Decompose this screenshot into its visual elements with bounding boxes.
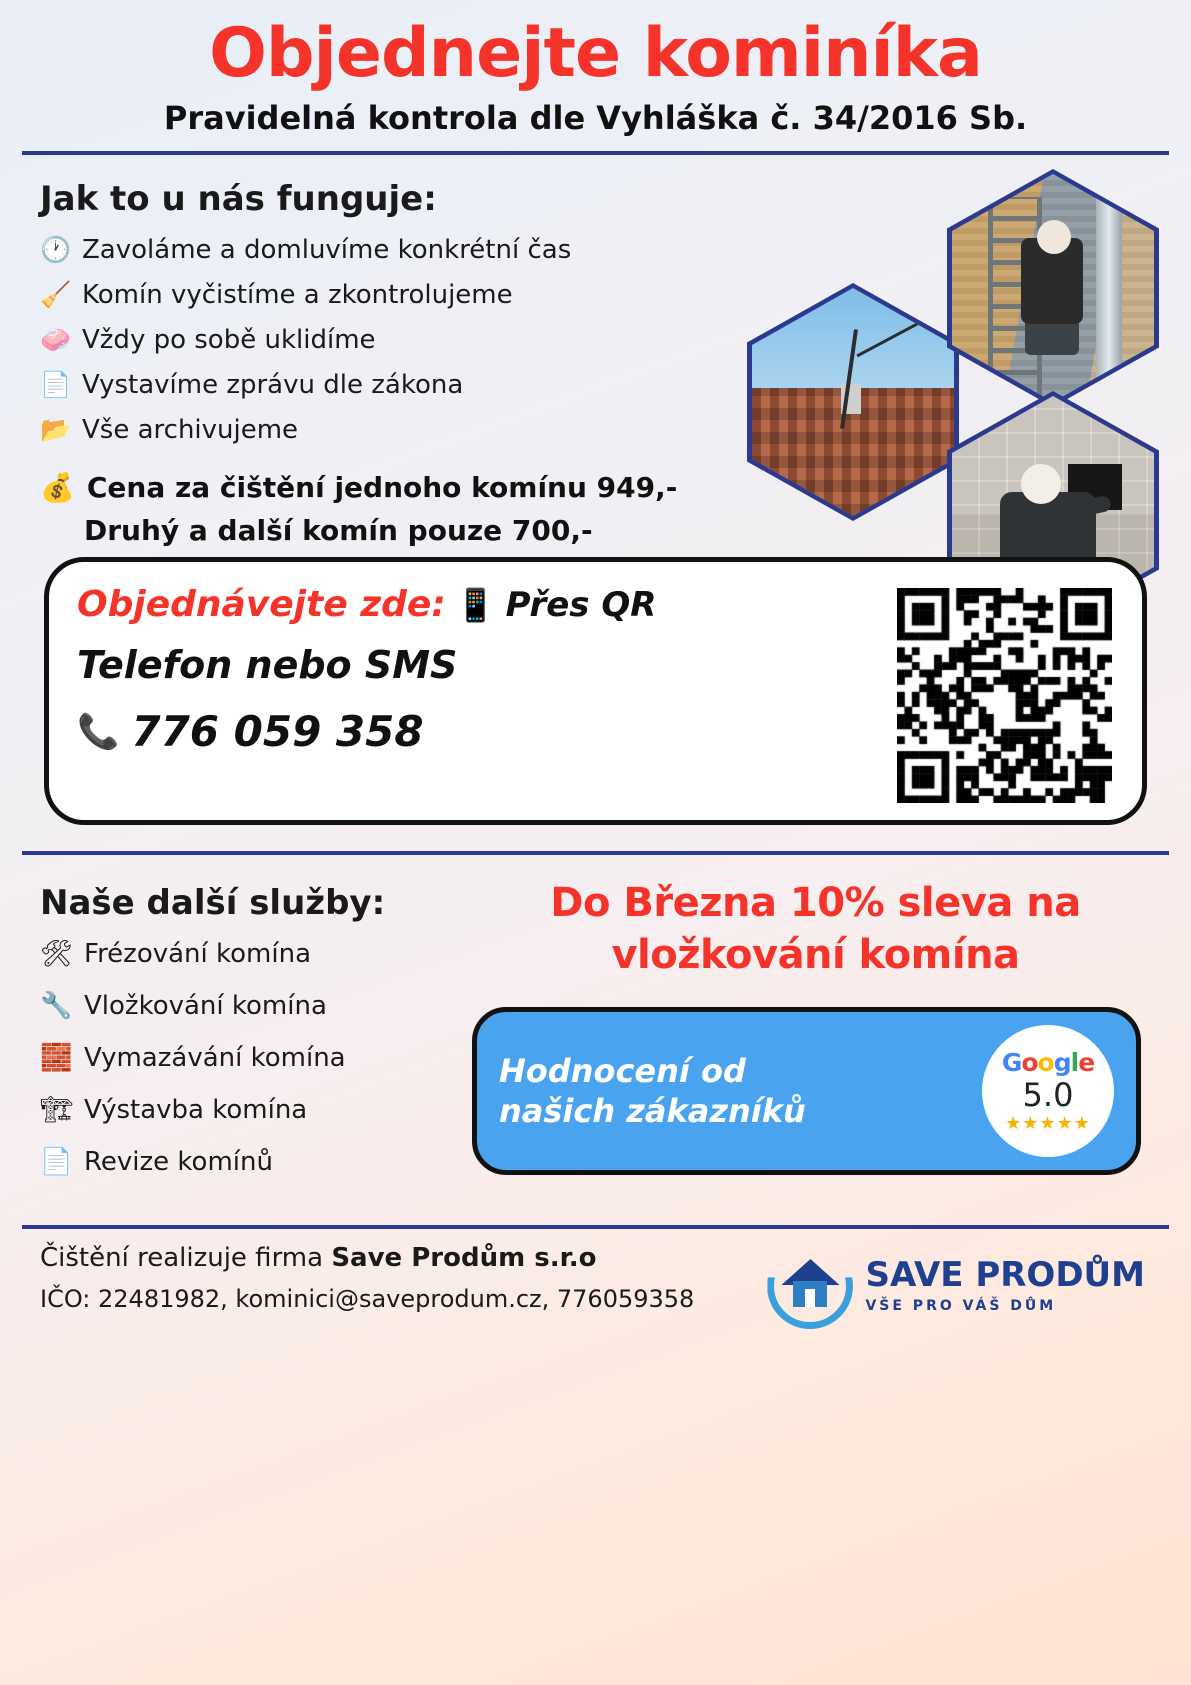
list-item bbox=[40, 939, 452, 969]
list-item bbox=[40, 991, 452, 1021]
page-title: Objednejte kominíka bbox=[209, 14, 982, 93]
clock-icon: 🕐 bbox=[40, 235, 72, 264]
price-primary-label: Cena za čištění jednoho komínu 949,- bbox=[86, 471, 678, 504]
services-section bbox=[22, 855, 1169, 1199]
telephone-icon: 📞 bbox=[77, 711, 120, 752]
promo-line-1: Do Března 10% sleva na bbox=[550, 880, 1081, 926]
photo-worker-ladder bbox=[947, 169, 1159, 407]
list-item-label: Vystavíme zprávu dle zákona bbox=[82, 370, 464, 400]
how-it-works-section bbox=[22, 155, 1169, 547]
rating-stars: ★★★★★ bbox=[1005, 1113, 1091, 1134]
footer-prefix: Čištění realizuje firma bbox=[40, 1243, 332, 1273]
promo-banner bbox=[462, 877, 1169, 981]
list-item bbox=[40, 1095, 452, 1125]
list-item-label: Vše archivujeme bbox=[82, 415, 299, 445]
brand-tagline: VŠE PRO VÁŠ DŮM bbox=[865, 1298, 1057, 1314]
list-item-label: Vždy po sobě uklidíme bbox=[82, 325, 376, 355]
folder-icon: 📂 bbox=[40, 415, 72, 444]
rating-text bbox=[499, 1051, 806, 1131]
google-logo bbox=[1002, 1048, 1094, 1077]
brand-logo bbox=[767, 1243, 1159, 1329]
google-letter-o2: o bbox=[1037, 1048, 1054, 1077]
google-letter-g: G bbox=[1001, 1048, 1022, 1077]
via-qr-label: Přes QR bbox=[505, 584, 657, 625]
list-item-label: Zavoláme a domluvíme konkrétní čas bbox=[82, 235, 572, 265]
phone-or-sms-label: Telefon nebo SMS bbox=[77, 643, 458, 687]
footer-text bbox=[40, 1243, 694, 1313]
rating-line-2: našich zákazníků bbox=[499, 1092, 806, 1130]
google-letter-l: l bbox=[1070, 1048, 1079, 1077]
price-secondary: Druhý a další komín pouze 700,- bbox=[84, 514, 593, 547]
tools-icon: 🛠 bbox=[40, 939, 74, 969]
house-roof-icon bbox=[767, 1243, 853, 1329]
wrench-icon: 🔧 bbox=[40, 991, 73, 1021]
document-icon: 📄 bbox=[40, 1147, 73, 1177]
google-letter-e: e bbox=[1078, 1048, 1095, 1077]
soap-icon: 🧼 bbox=[40, 325, 72, 354]
rating-score: 5.0 bbox=[1022, 1076, 1074, 1114]
list-item-label: Výstavba komína bbox=[84, 1095, 308, 1125]
page-subtitle: Pravidelná kontrola dle Vyhláška č. 34/2016 Sb. bbox=[163, 99, 1028, 137]
list-item bbox=[40, 1043, 452, 1073]
google-letter-o1: o bbox=[1021, 1048, 1038, 1077]
services-list-wrap bbox=[22, 877, 452, 1199]
brand-name: SAVE PRODŮM bbox=[865, 1255, 1145, 1295]
mobile-phone-icon: 📱 bbox=[455, 585, 496, 624]
services-heading: Naše další služby: bbox=[40, 883, 386, 923]
list-item-label: Vložkování komína bbox=[84, 991, 327, 1021]
crane-icon: 🏗 bbox=[40, 1095, 74, 1125]
footer-company-line bbox=[40, 1243, 694, 1273]
list-item-label: Revize komínů bbox=[84, 1147, 273, 1177]
google-letter-g2: g bbox=[1053, 1048, 1071, 1077]
rating-line-1: Hodnocení od bbox=[499, 1052, 746, 1090]
document-icon: 📄 bbox=[40, 370, 72, 399]
rating-box bbox=[472, 1007, 1141, 1175]
brick-icon: 🧱 bbox=[40, 1043, 73, 1073]
order-here-label: Objednávejte zde: bbox=[77, 584, 446, 625]
brand-text bbox=[865, 1255, 1145, 1314]
how-it-works-heading: Jak to u nás funguje: bbox=[40, 179, 437, 219]
order-box bbox=[44, 557, 1147, 825]
google-rating-badge bbox=[982, 1025, 1114, 1157]
broom-icon: 🧹 bbox=[40, 280, 72, 309]
promo-and-rating bbox=[452, 877, 1169, 1199]
list-item-label: Frézování komína bbox=[84, 939, 312, 969]
money-bag-icon: 💰 bbox=[40, 471, 75, 504]
footer-contact: IČO: 22481982, kominici@saveprodum.cz, 776059358 bbox=[40, 1285, 695, 1313]
list-item-label: Komín vyčistíme a zkontrolujeme bbox=[82, 280, 513, 310]
promo-line-2: vložkování komína bbox=[611, 932, 1020, 978]
photo-roof-chimney bbox=[747, 283, 959, 521]
list-item bbox=[40, 1147, 452, 1177]
phone-number[interactable]: 776 059 358 bbox=[131, 707, 424, 756]
footer bbox=[22, 1229, 1169, 1329]
footer-company: Save Prodům s.r.o bbox=[331, 1243, 597, 1273]
list-item-label: Vymazávání komína bbox=[84, 1043, 346, 1073]
qr-code[interactable] bbox=[897, 588, 1112, 803]
